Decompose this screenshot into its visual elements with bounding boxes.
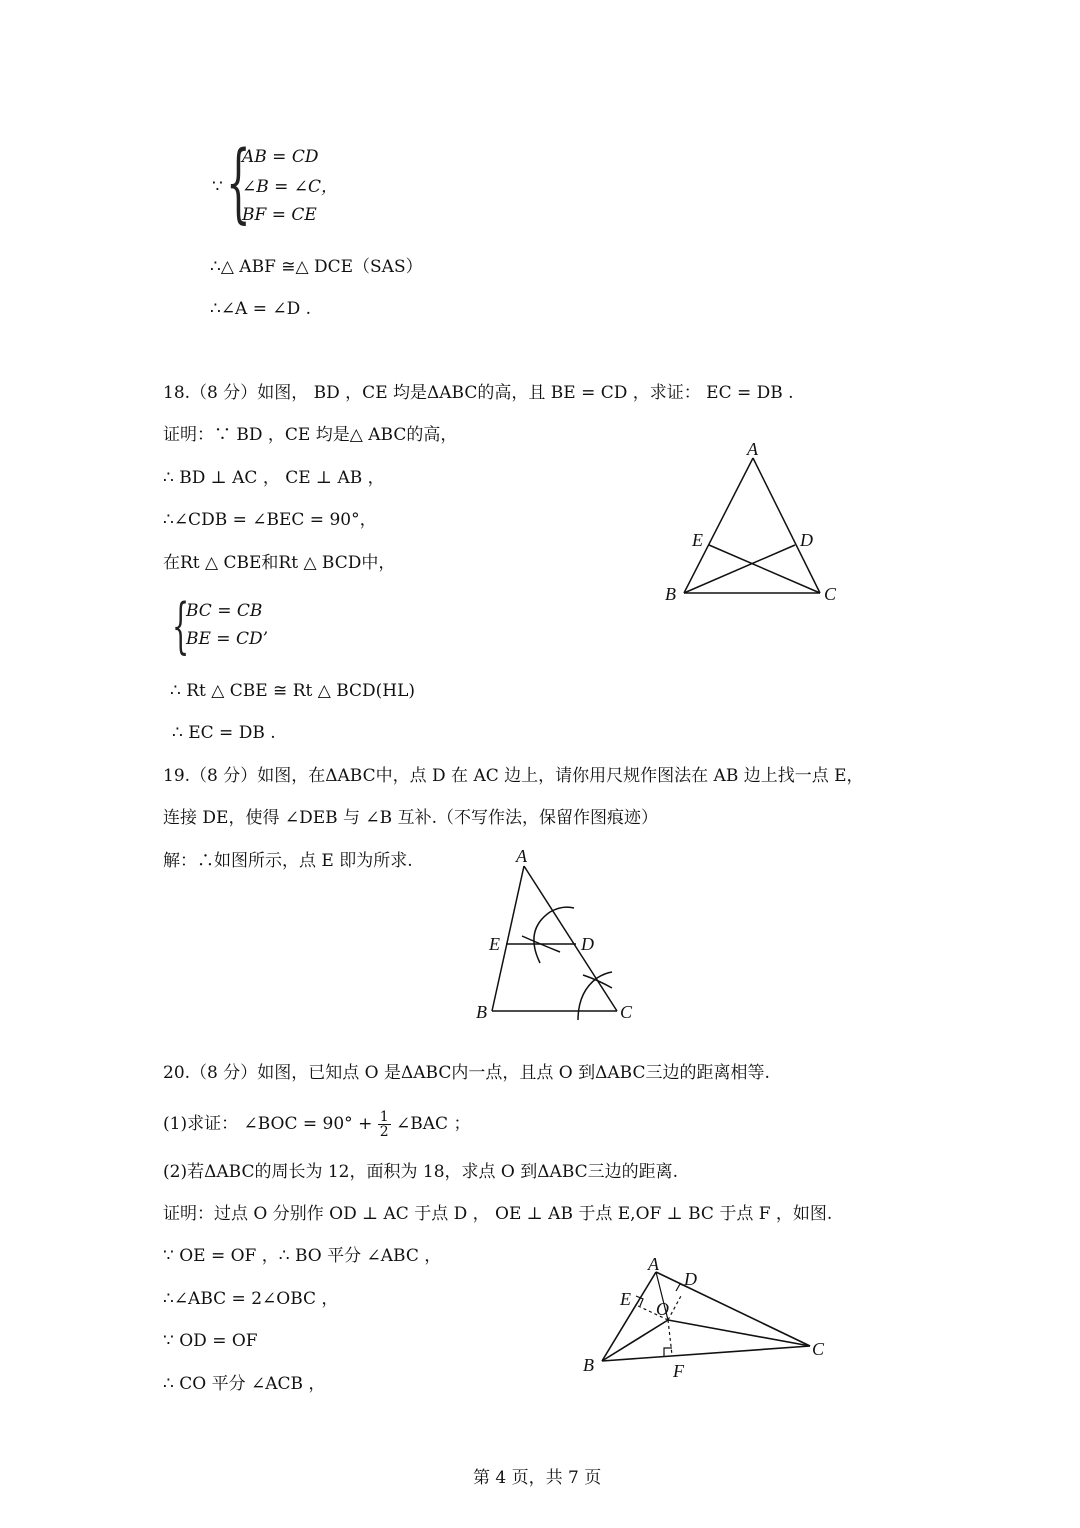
q18-label-a: A [747,439,758,459]
q19-label-a: A [516,846,527,866]
q18-sys-eq1: BC = CB [186,601,263,621]
equation-bf-ce: BF = CE [242,205,317,225]
q19-title-line1: 19.（8 分）如图，在ΔABC中，点 D 在 AC 边上，请你用尺规作图法在 AB 边上找一点 E， [163,766,864,786]
q19-title-line2: 连接 DE，使得 ∠DEB 与 ∠B 互补.（不写作法，保留作图痕迹） [163,808,658,828]
q20-proof-line4: ∵ OD = OF [163,1331,258,1351]
q19-label-e: E [489,934,500,954]
q20-label-d: D [684,1269,697,1289]
congruence-line: ∴△ ABF ≅△ DCE（SAS） [210,257,423,277]
q18-title: 18.（8 分）如图， BD ，CE 均是ΔABC的高，且 BE = CD ，求证： EC = DB . [163,383,794,403]
q19-label-b: B [476,1002,487,1022]
q20-proof-line3: ∴∠ABC = 2∠OBC ， [163,1289,339,1309]
q18-line1: 证明：∵ BD ，CE 均是△ ABC的高， [163,425,458,445]
q18-label-c: C [824,584,837,604]
q20-label-c: C [812,1339,825,1359]
q20-label-f: F [673,1361,684,1381]
half-fraction: $\frac{1}{2}$ [379,1109,389,1140]
q20-proof-line2: ∵ OE = OF ，∴ BO 平分 ∠ABC ， [163,1246,442,1266]
system-brace: { [226,133,251,233]
q18-line4: 在Rt △ CBE和Rt △ BCD中， [163,553,396,573]
conclusion-line: ∴∠A = ∠D . [210,299,312,319]
q20-label-e: E [620,1289,631,1309]
equation-ab-cd: AB = CD [242,147,319,167]
q20-part1: (1)求证： ∠BOC = 90° + $\frac{1}{2}$ ∠BAC ； [163,1109,471,1140]
page-footer: 第 4 页，共 7 页 [473,1468,602,1488]
q18-line6: ∴ EC = DB . [172,723,276,743]
q19-label-d: D [581,934,594,954]
q19-solution: 解：∴如图所示，点 E 即为所求. [163,851,413,871]
q18-line3: ∴∠CDB = ∠BEC = 90°， [163,510,377,530]
q20-title: 20.（8 分）如图，已知点 O 是ΔABC内一点，且点 O 到ΔABC三边的距离相等. [163,1063,770,1083]
q18-label-b: B [665,584,676,604]
q20-label-o: O [656,1299,669,1319]
q20-label-b: B [583,1355,594,1375]
q18-line5: ∴ Rt △ CBE ≅ Rt △ BCD(HL) [170,681,416,701]
q20-proof-line5: ∴ CO 平分 ∠ACB ， [163,1374,326,1394]
q18-label-d: D [800,530,813,550]
q20-label-a: A [648,1254,659,1274]
q18-line2: ∴ BD ⊥ AC ， CE ⊥ AB ， [163,468,385,488]
q18-system-brace: { [172,591,190,661]
equation-angle-b-c: ∠B = ∠C， [242,177,339,197]
q18-label-e: E [692,530,703,550]
q18-sys-eq2: BE = CD’ [186,629,268,649]
because-symbol: ∵ [212,177,223,197]
q19-label-c: C [620,1002,633,1022]
q20-part2: (2)若ΔABC的周长为 12，面积为 18，求点 O 到ΔABC三边的距离. [163,1162,679,1182]
q20-proof-line1: 证明：过点 O 分别作 OD ⊥ AC 于点 D ， OE ⊥ AB 于点 E,OF ⊥ BC 于点 F ，如图. [163,1204,833,1224]
